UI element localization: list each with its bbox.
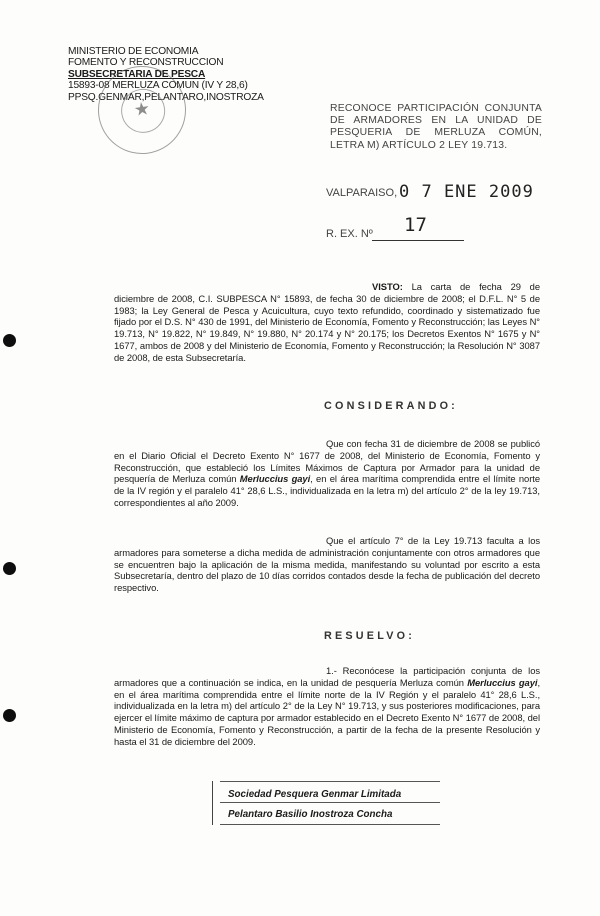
resuelvo-paragraph-1: [114, 665, 540, 748]
header-line-parties: PPSQ.GENMAR,PELANTARO,INOSTROZA: [68, 91, 264, 103]
armadores-list: [212, 781, 442, 825]
considerando-p1-text-a: Que con fecha 31 de diciembre de 2008 se publicó en el Diario Oficial el Decreto Exento N° 1677 de 2008, del Ministerio de Economía, Fomento y Reconstrucción, que estableció los Límites Máximos de Captura por Armador para la unidad de pesquería de Merluza común: [114, 438, 540, 485]
armadores-mid-rule: [220, 802, 440, 803]
armadores-top-rule: [220, 781, 440, 782]
considerando-paragraph-2: Que el artículo 7° de la Ley 19.713 faculta a los armadores para someterse a dicha medida de administración conjuntamente con otros armadores que se encuentren bajo la aplicación de la misma medida, manifestando su voluntad por escrito a esta Subsecretaría, dentro del plazo de 10 días corridos contados desde la fecha de publicación del decreto respectivo.: [114, 535, 540, 594]
visto-text: La carta de fecha 29 de diciembre de 2008, C.I. SUBPESCA N° 15893, de fecha 30 de diciembre de 2008; el D.F.L. N° 5 de 1983; la Ley General de Pesca y Acuicultura, cuyo texto refundido, coordinado y sistematizado fue fijado por el D.S. N° 430 de 1991, del Ministerio de Economía, Fomento y Reconstrucción; las Leyes N° 19.713, N° 19.822, N° 19.849, N° 19.880, N° 20.174 y N° 20.175; los Decretos Exentos N° 1675 y N° 1677, ambos de 2008 y del Ministerio de Economía, Fomento y Reconstrucción; la Resolución N° 3087 de 2008, de esta Subsecretaría.: [114, 281, 540, 363]
resuelvo-p1-text-b: , en el área marítima comprendida entre el límite norte de la IV Región y el paralelo 41° 28,6 L.S., individualizada en la letra m) del artículo 2° de la Ley N° 19.713, y sus posteriores modificaciones, para ejercer el límite máximo de captura por armador establecido en el Decreto Exento N° 1677 de 2008, del Ministerio de Economía, Fomento y Reconstrucción, a partir de la fecha de la presente Resolución y hasta el 31 de diciembre del 2009.: [114, 676, 540, 747]
date-stamp: 0 7 ENE 2009: [399, 182, 534, 202]
armador-1: Sociedad Pesquera Genmar Limitada: [228, 789, 402, 800]
header-line-fomento: FOMENTO Y RECONSTRUCCION: [68, 57, 224, 69]
header-line-subsecretaria: SUBSECRETARIA DE PESCA: [68, 68, 206, 80]
resuelvo-heading: RESUELVO:: [324, 630, 415, 642]
visto-label: VISTO:: [372, 281, 403, 292]
species-name: Merluccius gayi: [467, 676, 538, 688]
considerando-heading: CONSIDERANDO:: [324, 400, 458, 412]
resolution-number-label: R. EX. Nº: [326, 228, 373, 240]
resuelvo-p1-text-a: 1.- Reconócese la participación conjunta de los armadores que a continuación se indica, en la unidad de pesquería Merluza común: [114, 665, 540, 688]
binder-hole-bottom: [3, 709, 16, 722]
resolution-number-underline: [372, 240, 464, 241]
resolution-number: 17: [404, 214, 427, 236]
considerando-p1-text-b: , en el área marítima comprendida entre el límite norte de la IV región y el paralelo 41° 28,6 L.S., individualizada en la letra m) del artículo 2° de la ley 19.713, correspondientes al año 2009.: [114, 473, 540, 508]
stamp-star-icon: ★: [132, 97, 152, 121]
binder-hole-top: [3, 334, 16, 347]
visto-paragraph: [114, 281, 540, 364]
armador-2: Pelantaro Basilio Inostroza Concha: [228, 809, 393, 820]
considerando-paragraph-1: [114, 438, 540, 509]
binder-hole-middle: [3, 562, 16, 575]
species-name: Merluccius gayi: [239, 473, 311, 485]
place-label: VALPARAISO,: [326, 187, 398, 199]
header-line-reference-code: 15893-08 MERLUZA COMUN (IV Y 28,6): [68, 80, 248, 92]
armadores-left-rule: [212, 781, 213, 825]
armadores-bottom-rule: [220, 824, 440, 825]
header-line-ministry: MINISTERIO DE ECONOMIA: [68, 46, 199, 57]
resolution-summary: RECONOCE PARTICIPACIÓN CONJUNTA DE ARMADORES EN LA UNIDAD DE PESQUERIA DE MERLUZA COMÚN, LETRA M) ARTÍCULO 2 LEY 19.713.: [330, 103, 542, 151]
